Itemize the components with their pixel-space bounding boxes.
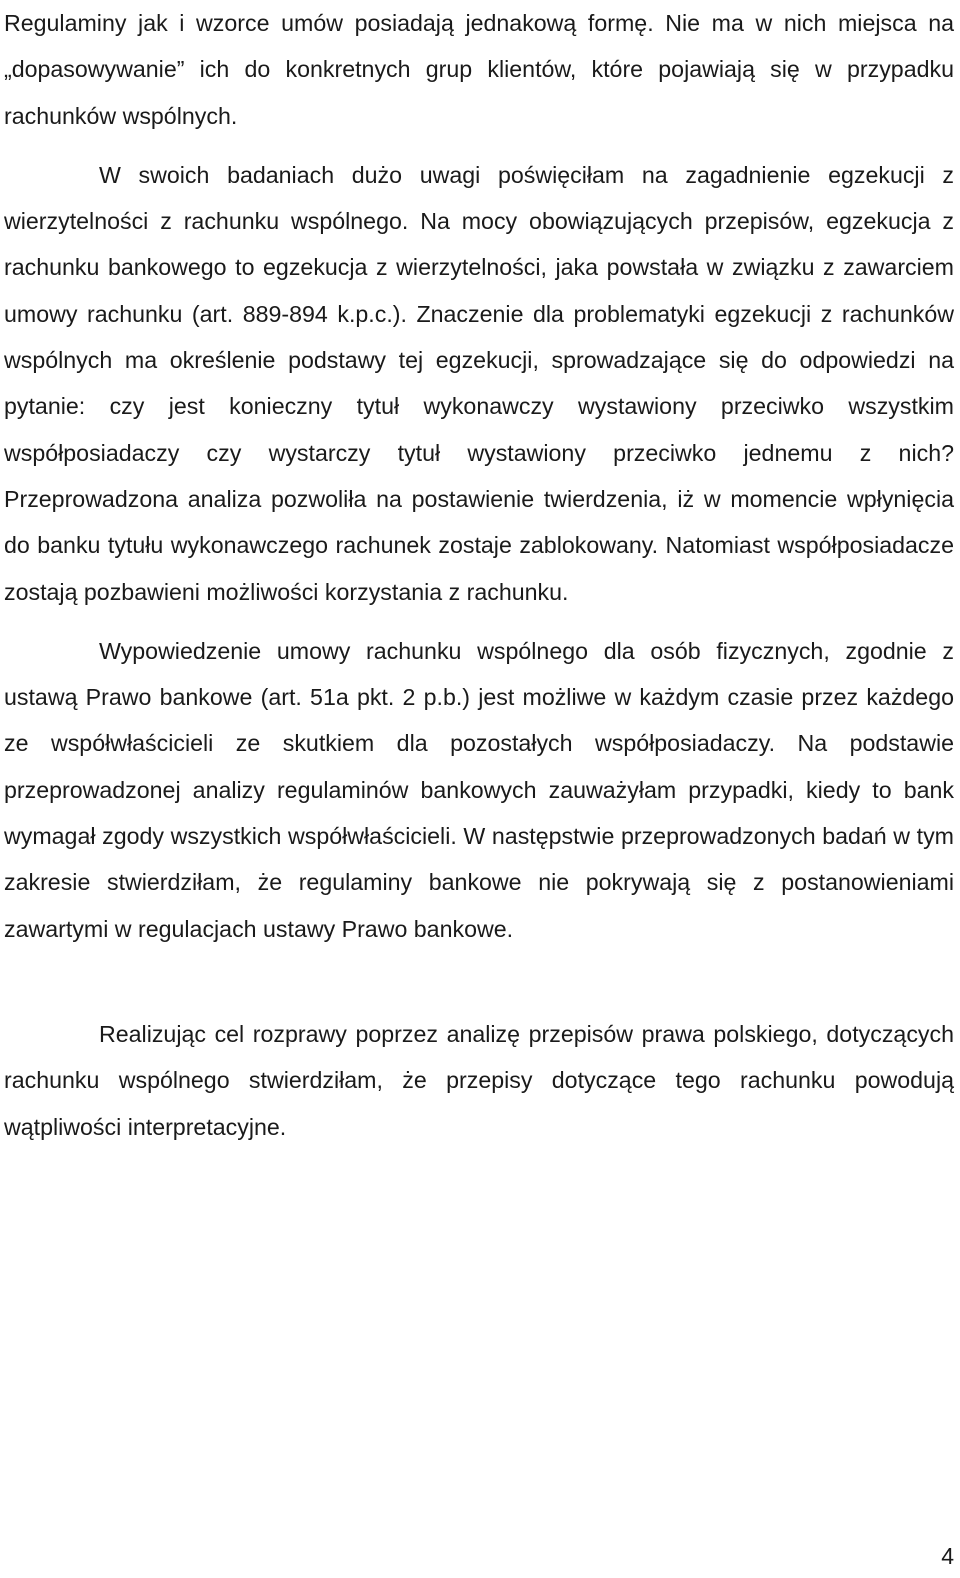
paragraph-2: W swoich badaniach dużo uwagi poświęciłam na zagadnienie egzekucji z wierzytelności z rachunku wspólnego. Na mocy obowiązujących przepisów, egzekucja z rachunku bankowego to egzekucja z wierzytelności, jaka powstała w związku z zawarciem umowy rachunku (art. 889-894 k.p.c.). Znaczenie dla problematyki egzekucji z rachunków wspólnych ma określenie podstawy tej egzekucji, sprowadzające się do odpowiedzi na pytanie: czy jest konieczny tytuł wykonawczy wystawiony przeciwko wszystkim współposiadaczy czy wystarczy tytuł wystawiony przeciwko jednemu z nich? Przeprowadzona analiza pozwoliła na postawienie twierdzenia, iż w momencie wpłynięcia do banku tytułu wykonawczego rachunek zostaje zablokowany. Natomiast współposiadacze zostają pozbawieni możliwości korzystania z rachunku. bbox=[4, 161, 954, 605]
page-number: 4 bbox=[941, 1543, 954, 1569]
paragraph-4: Realizując cel rozprawy poprzez analizę przepisów prawa polskiego, dotyczących rachunku wspólnego stwierdziłam, że przepisy dotyczące tego rachunku powodują wątpliwości interpretacyjne. bbox=[4, 1020, 954, 1140]
document-page bbox=[4, 0, 954, 1150]
paragraph-3: Wypowiedzenie umowy rachunku wspólnego dla osób fizycznych, zgodnie z ustawą Prawo bankowe (art. 51a pkt. 2 p.b.) jest możliwe w każdym czasie przez każdego ze współwłaścicieli ze skutkiem dla pozostałych współposiadaczy. Na podstawie przeprowadzonej analizy regulaminów bankowych zauważyłam przypadki, kiedy to bank wymagał zgody wszystkich współwłaścicieli. W następstwie przeprowadzonych badań w tym zakresie stwierdziłam, że regulaminy bankowe nie pokrywają się z postanowieniami zawartymi w regulacjach ustawy Prawo bankowe. bbox=[4, 637, 954, 942]
paragraph-1: Regulaminy jak i wzorce umów posiadają jednakową formę. Nie ma w nich miejsca na „dopasowywanie” ich do konkretnych grup klientów, które pojawiają się w przypadku rachunków wspólnych. bbox=[4, 10, 954, 129]
